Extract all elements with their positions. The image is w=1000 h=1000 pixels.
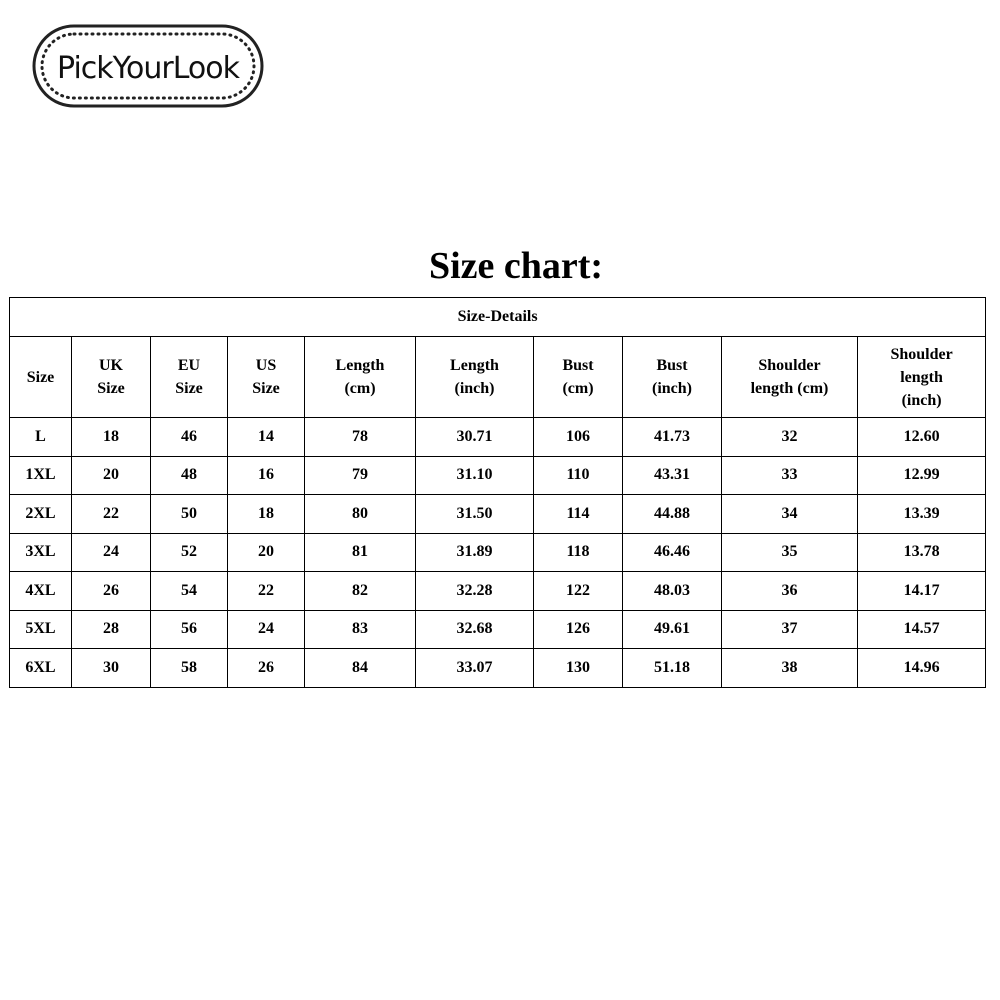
table-cell: 34: [722, 495, 858, 534]
table-cell: 26: [72, 572, 151, 611]
table-cell: 1XL: [10, 456, 72, 495]
table-cell: 31.10: [416, 456, 534, 495]
table-cell: 24: [228, 610, 305, 649]
header-us-size: US Size: [228, 337, 305, 418]
table-cell: 5XL: [10, 610, 72, 649]
table-cell: 33.07: [416, 649, 534, 688]
table-caption: Size-Details: [10, 298, 986, 337]
table-cell: 43.31: [623, 456, 722, 495]
table-cell: 38: [722, 649, 858, 688]
table-cell: 36: [722, 572, 858, 611]
table-caption-row: [10, 298, 986, 337]
table-cell: 12.60: [858, 418, 986, 457]
table-row: [10, 533, 986, 572]
table-cell: 13.78: [858, 533, 986, 572]
table-cell: 84: [305, 649, 416, 688]
table-row: [10, 572, 986, 611]
table-cell: 46.46: [623, 533, 722, 572]
table-cell: 14: [228, 418, 305, 457]
header-bust-inch: Bust (inch): [623, 337, 722, 418]
table-cell: 83: [305, 610, 416, 649]
table-cell: 31.50: [416, 495, 534, 534]
table-cell: 130: [534, 649, 623, 688]
table-cell: 37: [722, 610, 858, 649]
table-cell: 110: [534, 456, 623, 495]
table-cell: 33: [722, 456, 858, 495]
table-cell: 28: [72, 610, 151, 649]
header-length-inch: Length (inch): [416, 337, 534, 418]
table-cell: 79: [305, 456, 416, 495]
header-size: Size: [10, 337, 72, 418]
table-cell: 14.17: [858, 572, 986, 611]
header-shoulder-inch: Shoulder length (inch): [858, 337, 986, 418]
header-shoulder-cm: Shoulder length (cm): [722, 337, 858, 418]
table-cell: 30.71: [416, 418, 534, 457]
table-cell: 49.61: [623, 610, 722, 649]
table-row: [10, 495, 986, 534]
table-cell: 14.57: [858, 610, 986, 649]
table-cell: 126: [534, 610, 623, 649]
table-cell: 81: [305, 533, 416, 572]
table-cell: 2XL: [10, 495, 72, 534]
table-row: [10, 418, 986, 457]
logo-text: PickYourLook: [57, 50, 239, 86]
table-cell: 26: [228, 649, 305, 688]
table-cell: 80: [305, 495, 416, 534]
table-cell: 46: [151, 418, 228, 457]
table-cell: 78: [305, 418, 416, 457]
table-cell: 20: [72, 456, 151, 495]
header-length-cm: Length (cm): [305, 337, 416, 418]
table-row: [10, 610, 986, 649]
header-eu-size: EU Size: [151, 337, 228, 418]
table-cell: 52: [151, 533, 228, 572]
table-cell: 31.89: [416, 533, 534, 572]
table-row: [10, 456, 986, 495]
table-cell: 54: [151, 572, 228, 611]
table-cell: 114: [534, 495, 623, 534]
table-cell: 50: [151, 495, 228, 534]
table-cell: L: [10, 418, 72, 457]
table-cell: 58: [151, 649, 228, 688]
table-cell: 22: [72, 495, 151, 534]
table-cell: 3XL: [10, 533, 72, 572]
table-cell: 14.96: [858, 649, 986, 688]
table-cell: 12.99: [858, 456, 986, 495]
table-cell: 48.03: [623, 572, 722, 611]
table-header-row: [10, 337, 986, 418]
table-cell: 41.73: [623, 418, 722, 457]
table-cell: 13.39: [858, 495, 986, 534]
table-cell: 48: [151, 456, 228, 495]
table-row: [10, 649, 986, 688]
table-cell: 35: [722, 533, 858, 572]
table-cell: 22: [228, 572, 305, 611]
header-uk-size: UK Size: [72, 337, 151, 418]
table-cell: 20: [228, 533, 305, 572]
table-cell: 18: [228, 495, 305, 534]
table-cell: 82: [305, 572, 416, 611]
table-cell: 32.68: [416, 610, 534, 649]
page-title: Size chart:: [428, 245, 604, 287]
size-chart-table: [9, 297, 986, 688]
table-cell: 16: [228, 456, 305, 495]
header-bust-cm: Bust (cm): [534, 337, 623, 418]
table-cell: 51.18: [623, 649, 722, 688]
table-cell: 32: [722, 418, 858, 457]
table-cell: 18: [72, 418, 151, 457]
table-cell: 24: [72, 533, 151, 572]
table-cell: 106: [534, 418, 623, 457]
table-cell: 56: [151, 610, 228, 649]
table-cell: 4XL: [10, 572, 72, 611]
table-cell: 30: [72, 649, 151, 688]
brand-logo: [32, 24, 264, 108]
table-cell: 122: [534, 572, 623, 611]
table-cell: 44.88: [623, 495, 722, 534]
table-cell: 6XL: [10, 649, 72, 688]
table-cell: 118: [534, 533, 623, 572]
table-cell: 32.28: [416, 572, 534, 611]
